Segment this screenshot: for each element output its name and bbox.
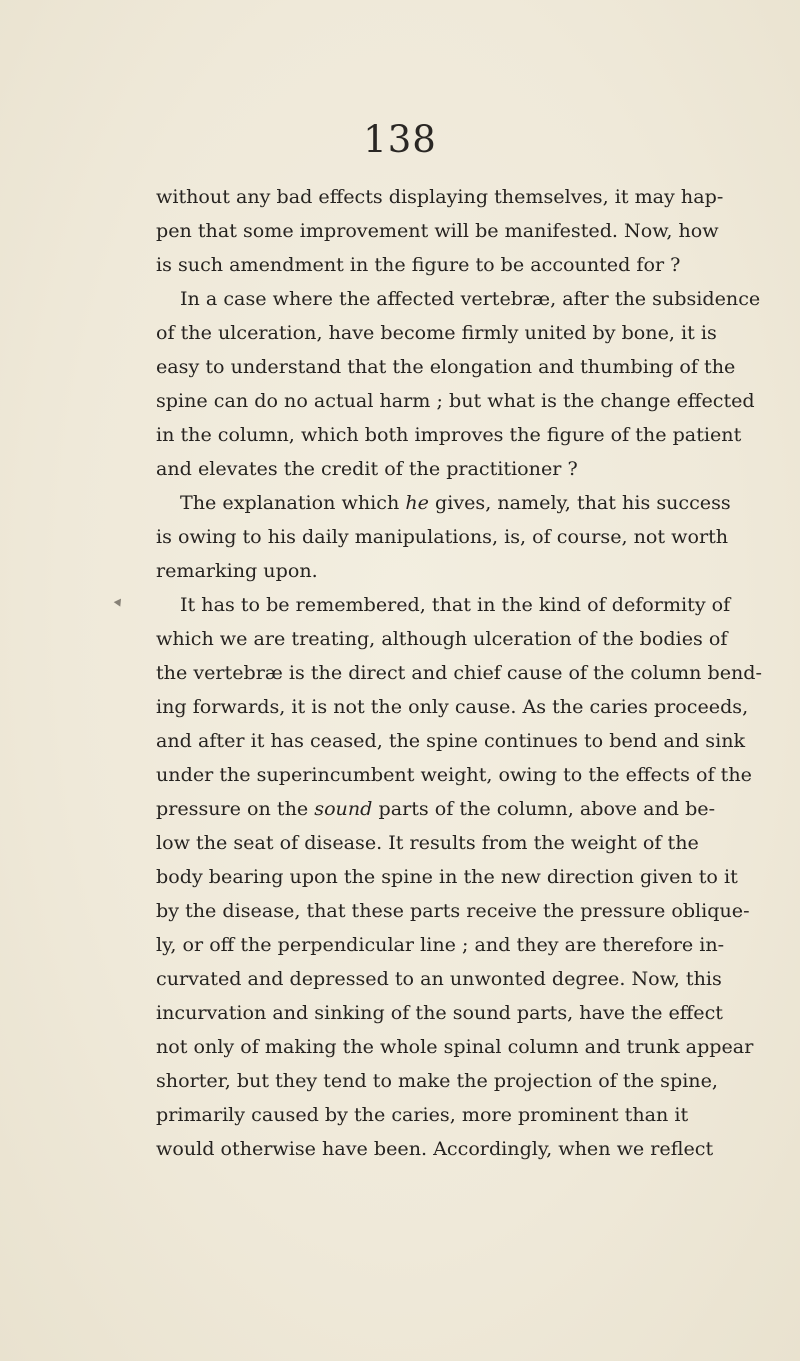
text-segment: The explanation which [180, 491, 400, 514]
text-line: remarking upon. [156, 559, 318, 582]
text-line: by the disease, that these parts receive the pressure oblique- [156, 899, 750, 922]
text-line: and elevates the credit of the practitioner ? [156, 457, 578, 480]
text-line: would otherwise have been. Accordingly, when we reflect [156, 1137, 714, 1160]
text-line: ing forwards, it is not the only cause. As the caries proceeds, [156, 695, 749, 718]
ink-speck [114, 596, 125, 606]
text-segment: pressure on the [156, 797, 309, 820]
text-line: curvated and depressed to an unwonted degree. Now, this [156, 967, 722, 990]
text-line: is owing to his daily manipulations, is, of course, not worth [156, 525, 729, 548]
text-line-mixed [156, 486, 731, 520]
text-line: the vertebræ is the direct and chief cause of the column bend- [156, 661, 762, 684]
page-number: 138 [363, 118, 437, 161]
text-segment: parts of the column, above and be- [378, 797, 716, 820]
text-line: not only of making the whole spinal column and trunk appear [156, 1035, 754, 1058]
text-line: is such amendment in the figure to be accounted for ? [156, 253, 681, 276]
text-line: under the superincumbent weight, owing to the effects of the [156, 763, 752, 786]
text-line: ly, or off the perpendicular line ; and they are therefore in- [156, 933, 725, 956]
text-line: and after it has ceased, the spine continues to bend and sink [156, 729, 746, 752]
text-line-mixed [156, 792, 716, 826]
text-line: low the seat of disease. It results from the weight of the [156, 831, 699, 854]
body-text [156, 180, 762, 1166]
text-line: easy to understand that the elongation and thumbing of the [156, 355, 736, 378]
text-line: of the ulceration, have become firmly united by bone, it is [156, 321, 717, 344]
emphasis-sound: sound [314, 797, 373, 820]
text-line: without any bad effects displaying themselves, it may hap- [156, 185, 724, 208]
text-line: body bearing upon the spine in the new direction given to it [156, 865, 738, 888]
text-line: In a case where the affected vertebræ, after the subsidence [180, 287, 761, 310]
text-line: spine can do no actual harm ; but what is the change effected [156, 389, 755, 412]
text-line: in the column, which both improves the figure of the patient [156, 423, 742, 446]
text-segment: gives, namely, that his success [435, 491, 731, 514]
text-line: shorter, but they tend to make the projection of the spine, [156, 1069, 718, 1092]
text-line: incurvation and sinking of the sound parts, have the effect [156, 1001, 723, 1024]
text-line: pen that some improvement will be manifested. Now, how [156, 219, 719, 242]
emphasis-he: he [405, 491, 429, 514]
text-line: It has to be remembered, that in the kind of deformity of [180, 593, 731, 616]
text-line: which we are treating, although ulceration of the bodies of [156, 627, 728, 650]
text-line: primarily caused by the caries, more prominent than it [156, 1103, 689, 1126]
